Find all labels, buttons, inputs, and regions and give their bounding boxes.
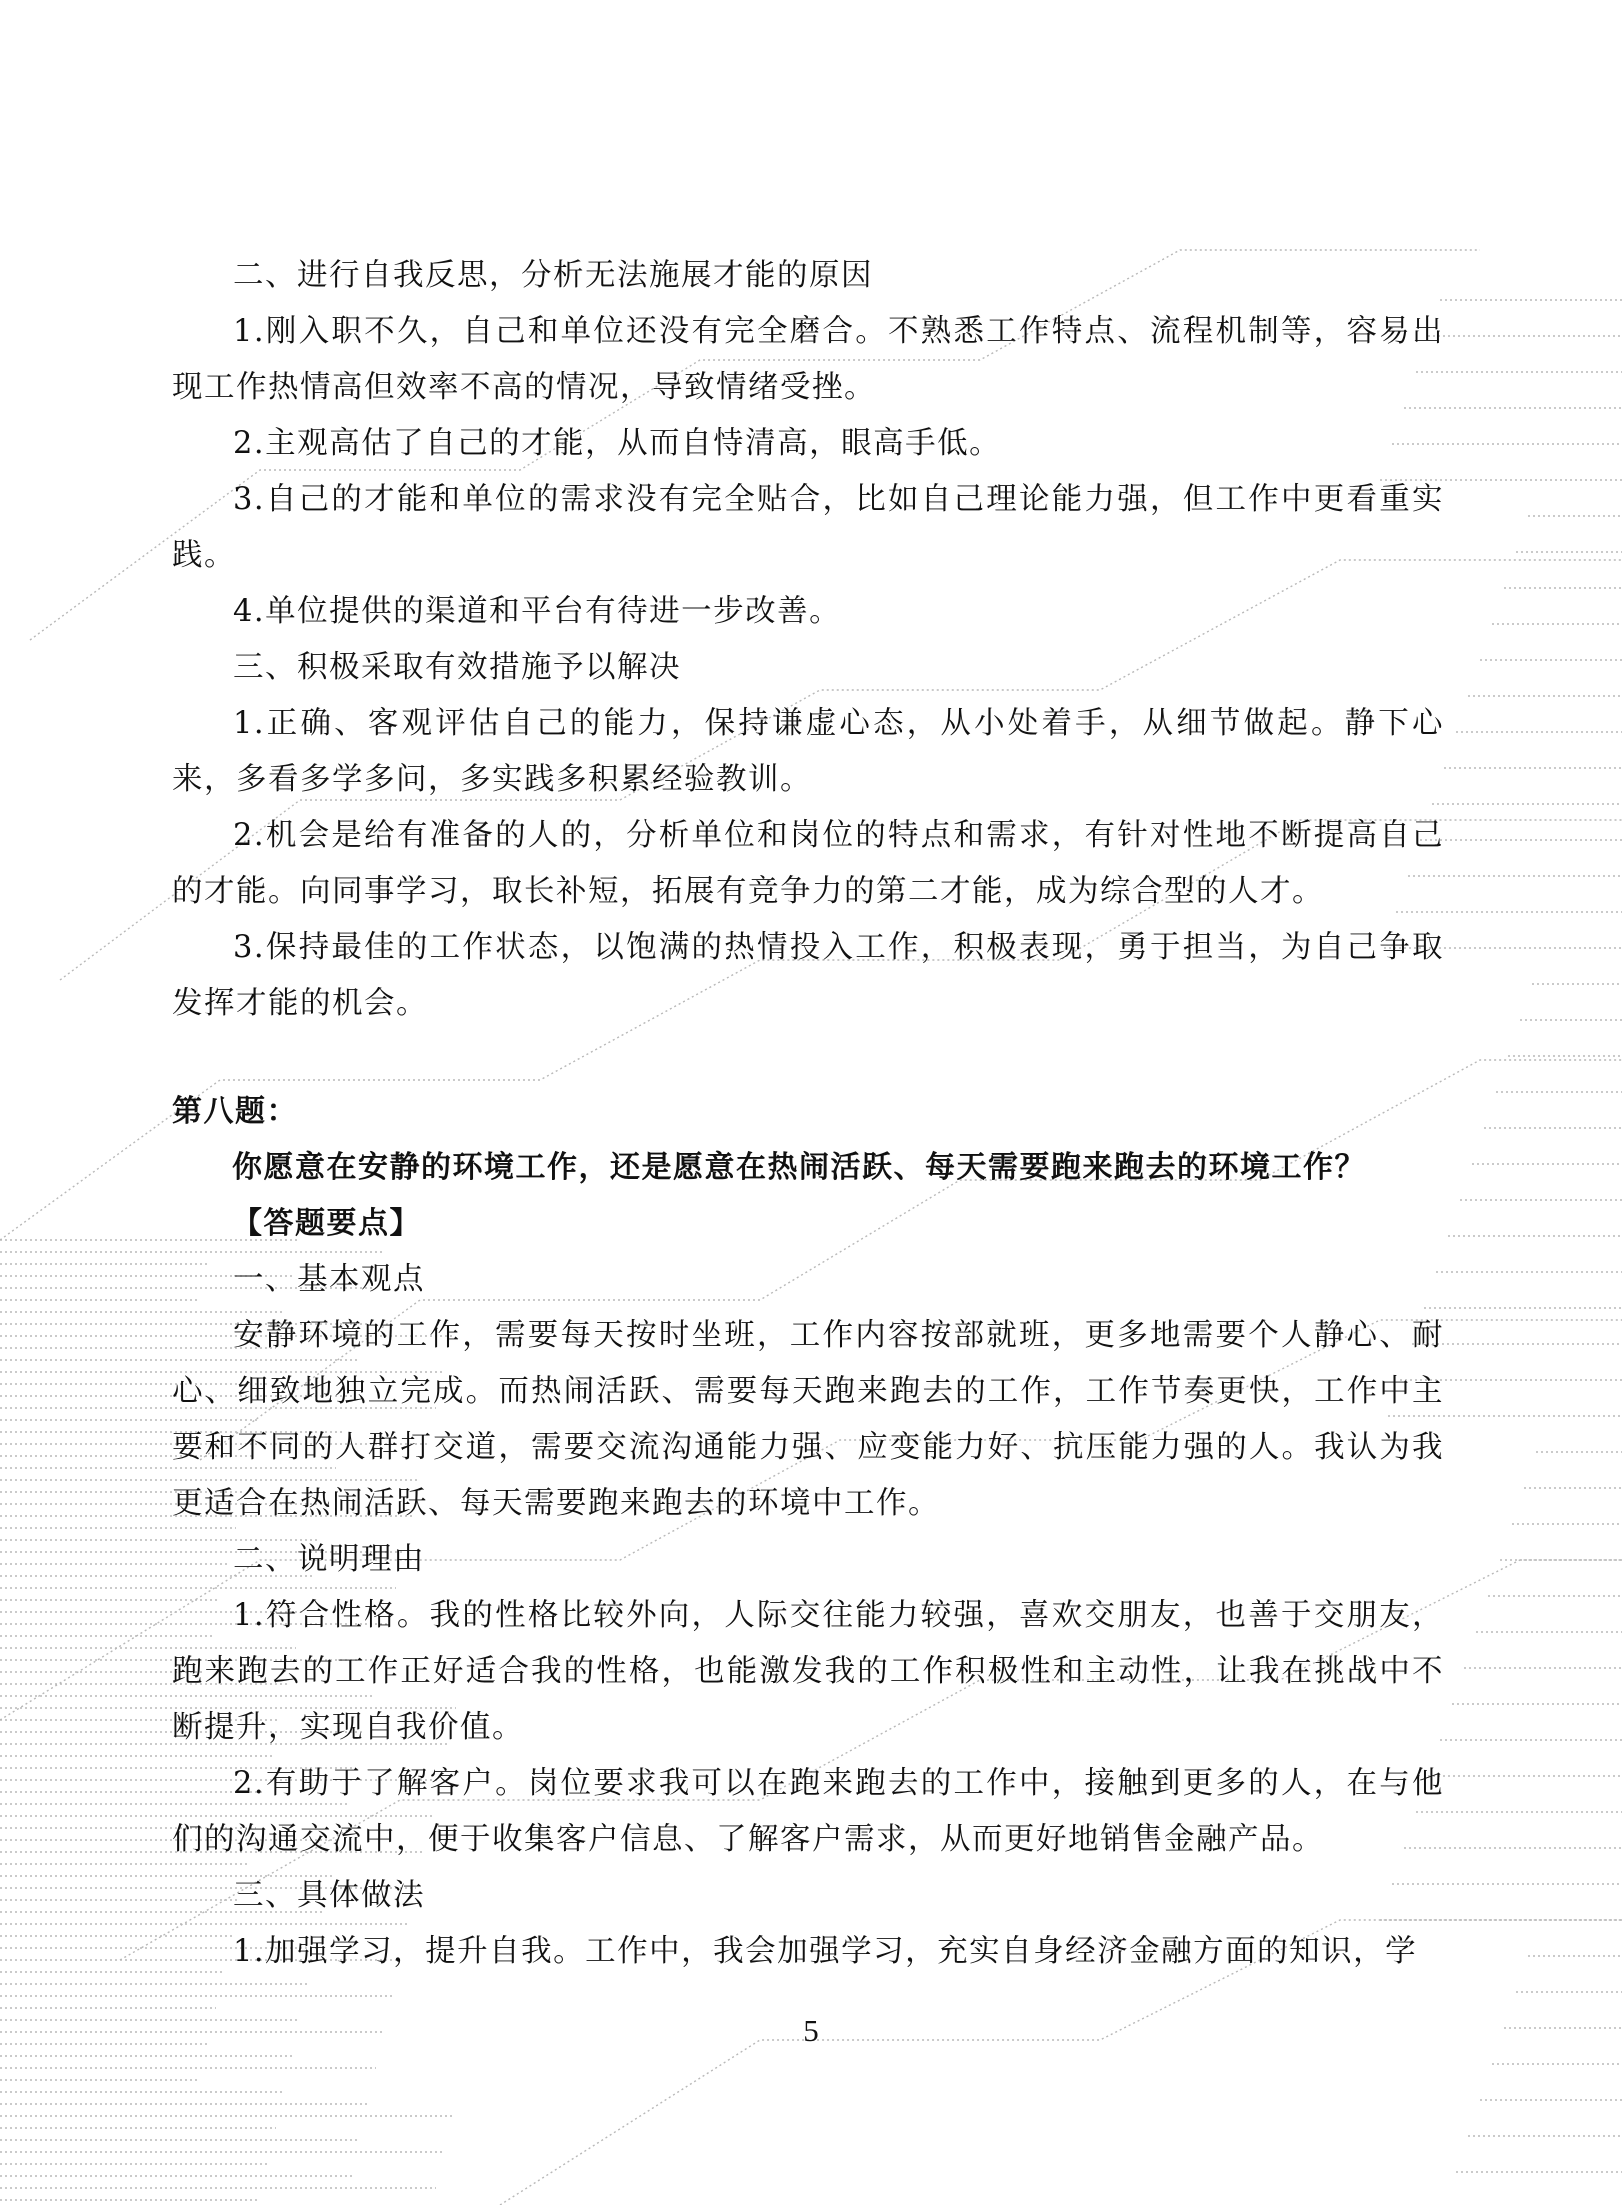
paragraph: 二、说明理由 (233, 1542, 425, 1577)
paragraph: 二、进行自我反思，分析无法施展才能的原因 (233, 258, 873, 293)
paragraph: 3.保持最佳的工作状态，以饱满的热情投入工作，积极表现，勇于担当，为自己争取发挥才能的机会。 (172, 930, 1444, 1021)
paragraph: 1.符合性格。我的性格比较外向，人际交往能力较强，喜欢交朋友，也善于交朋友，跑来跑去的工作正好适合我的性格，也能激发我的工作积极性和主动性，让我在挑战中不断提升，实现自我价值。 (172, 1598, 1444, 1745)
paragraph: 2.机会是给有准备的人的，分析单位和岗位的特点和需求，有针对性地不断提高自己的才能。向同事学习，取长补短，拓展有竞争力的第二才能，成为综合型的人才。 (172, 818, 1444, 909)
paragraph: 2.有助于了解客户。岗位要求我可以在跑来跑去的工作中，接触到更多的人，在与他们的沟通交流中，便于收集客户信息、了解客户需求，从而更好地销售金融产品。 (172, 1766, 1444, 1857)
question-heading: 第八题： (172, 1094, 298, 1129)
paragraph: 1.刚入职不久，自己和单位还没有完全磨合。不熟悉工作特点、流程机制等，容易出现工作热情高但效率不高的情况，导致情绪受挫。 (172, 314, 1444, 405)
paragraph: 1.正确、客观评估自己的能力，保持谦虚心态，从小处着手，从细节做起。静下心来，多看多学多问，多实践多积累经验教训。 (172, 706, 1444, 797)
paragraph: 安静环境的工作，需要每天按时坐班，工作内容按部就班，更多地需要个人静心、耐心、细致地独立完成。而热闹活跃、需要每天跑来跑去的工作，工作节奏更快，工作中主要和不同的人群打交道，需要交流沟通能力强、应变能力好、抗压能力强的人。我认为我更适合在热闹活跃、每天需要跑来跑去的环境中工作。 (172, 1318, 1444, 1521)
paragraph: 一、基本观点 (233, 1262, 425, 1297)
paragraph: 3.自己的才能和单位的需求没有完全贴合，比如自己理论能力强，但工作中更看重实践。 (172, 482, 1444, 573)
paragraph: 1.加强学习，提升自我。工作中，我会加强学习，充实自身经济金融方面的知识，学 (233, 1934, 1418, 1969)
page-number: 5 (803, 2013, 819, 2048)
question-text: 你愿意在安静的环境工作，还是愿意在热闹活跃、每天需要跑来跑去的环境工作？ (232, 1150, 1366, 1185)
paragraph: 三、具体做法 (233, 1878, 425, 1913)
answer-key-heading: 【答题要点】 (232, 1206, 421, 1241)
paragraph: 三、积极采取有效措施予以解决 (233, 650, 681, 685)
body-text (172, 248, 1444, 1980)
paragraph: 2.主观高估了自己的才能，从而自恃清高，眼高手低。 (233, 426, 1002, 461)
paragraph: 4.单位提供的渠道和平台有待进一步改善。 (233, 594, 842, 629)
